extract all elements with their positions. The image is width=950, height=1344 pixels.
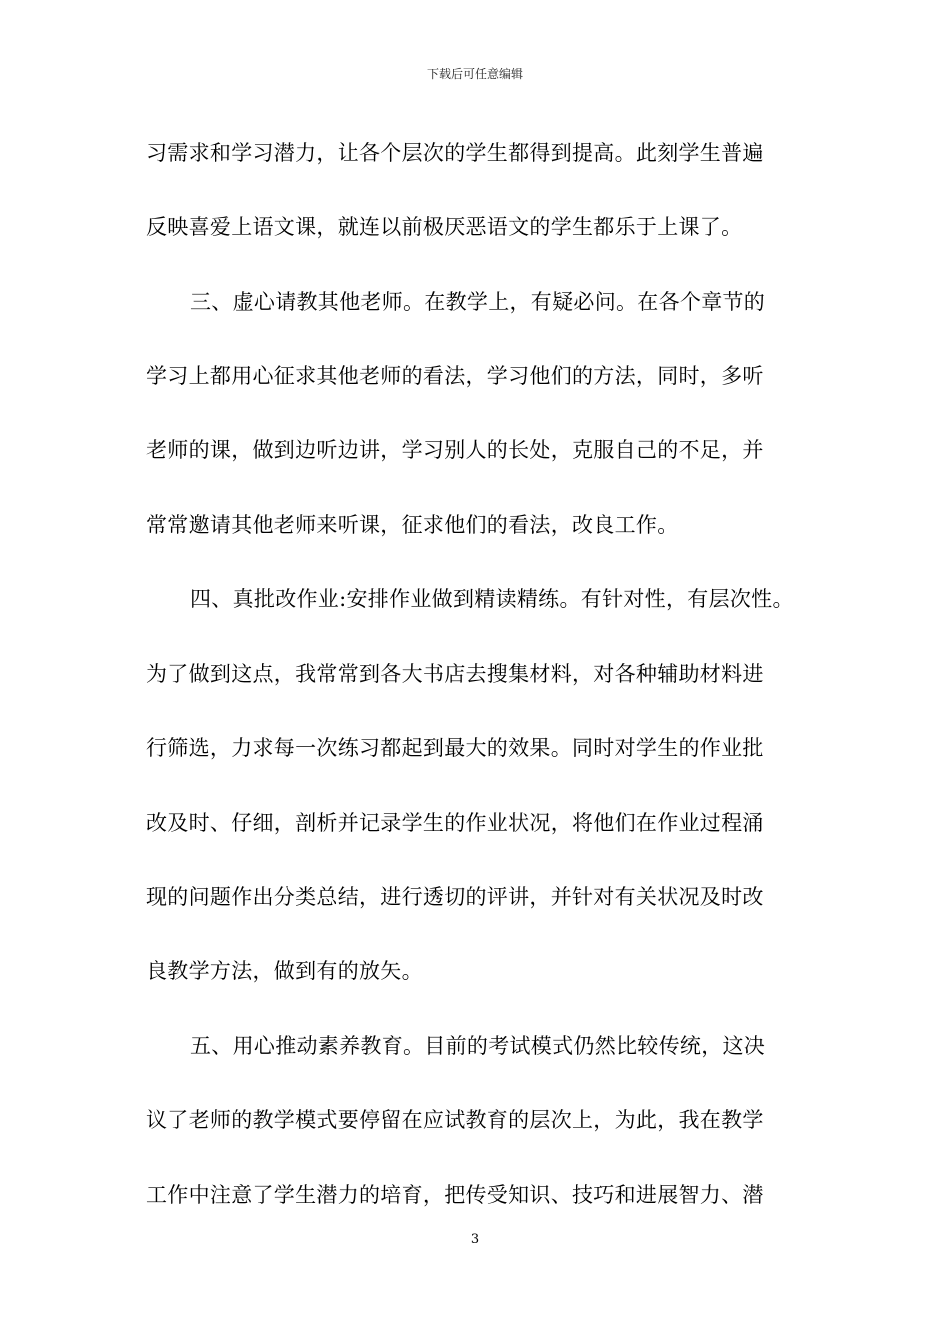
- paragraph-first-line: 四、真批改作业:安排作业做到精读精练。有针对性，有层次性。: [190, 587, 794, 611]
- text-line: 良教学方法，做到有的放矢。: [146, 959, 423, 983]
- text-line: 行筛选，力求每一次练习都起到最大的效果。同时对学生的作业批: [146, 736, 764, 760]
- page-header: 下载后可任意编辑: [426, 67, 523, 81]
- text-line: 习需求和学习潜力，让各个层次的学生都得到提高。此刻学生普遍: [146, 141, 764, 165]
- text-line: 议了老师的教学模式要停留在应试教育的层次上，为此，我在教学: [146, 1108, 764, 1132]
- text-line: 老师的课，做到边听边讲，学习别人的长处，克服自己的不足，并: [146, 438, 764, 462]
- text-line: 为了做到这点，我常常到各大书店去搜集材料，对各种辅助材料进: [146, 662, 764, 686]
- text-line: 改及时、仔细，剖析并记录学生的作业状况，将他们在作业过程涌: [146, 811, 764, 835]
- paragraph-first-line: 五、用心推动素养教育。目前的考试模式仍然比较传统，这决: [190, 1034, 766, 1058]
- text-line: 学习上都用心征求其他老师的看法，学习他们的方法，同时，多听: [146, 364, 764, 388]
- text-line: 反映喜爱上语文课，就连以前极厌恶语文的学生都乐于上课了。: [146, 215, 743, 239]
- text-line: 常常邀请其他老师来听课，征求他们的看法，改良工作。: [146, 513, 679, 537]
- text-line: 现的问题作出分类总结，进行透切的评讲，并针对有关状况及时改: [146, 885, 764, 909]
- paragraph-first-line: 三、虚心请教其他老师。在教学上，有疑必问。在各个章节的: [190, 290, 766, 314]
- text-line: 工作中注意了学生潜力的培育，把传受知识、技巧和进展智力、潜: [146, 1183, 764, 1207]
- page-number: 3: [470, 1232, 480, 1247]
